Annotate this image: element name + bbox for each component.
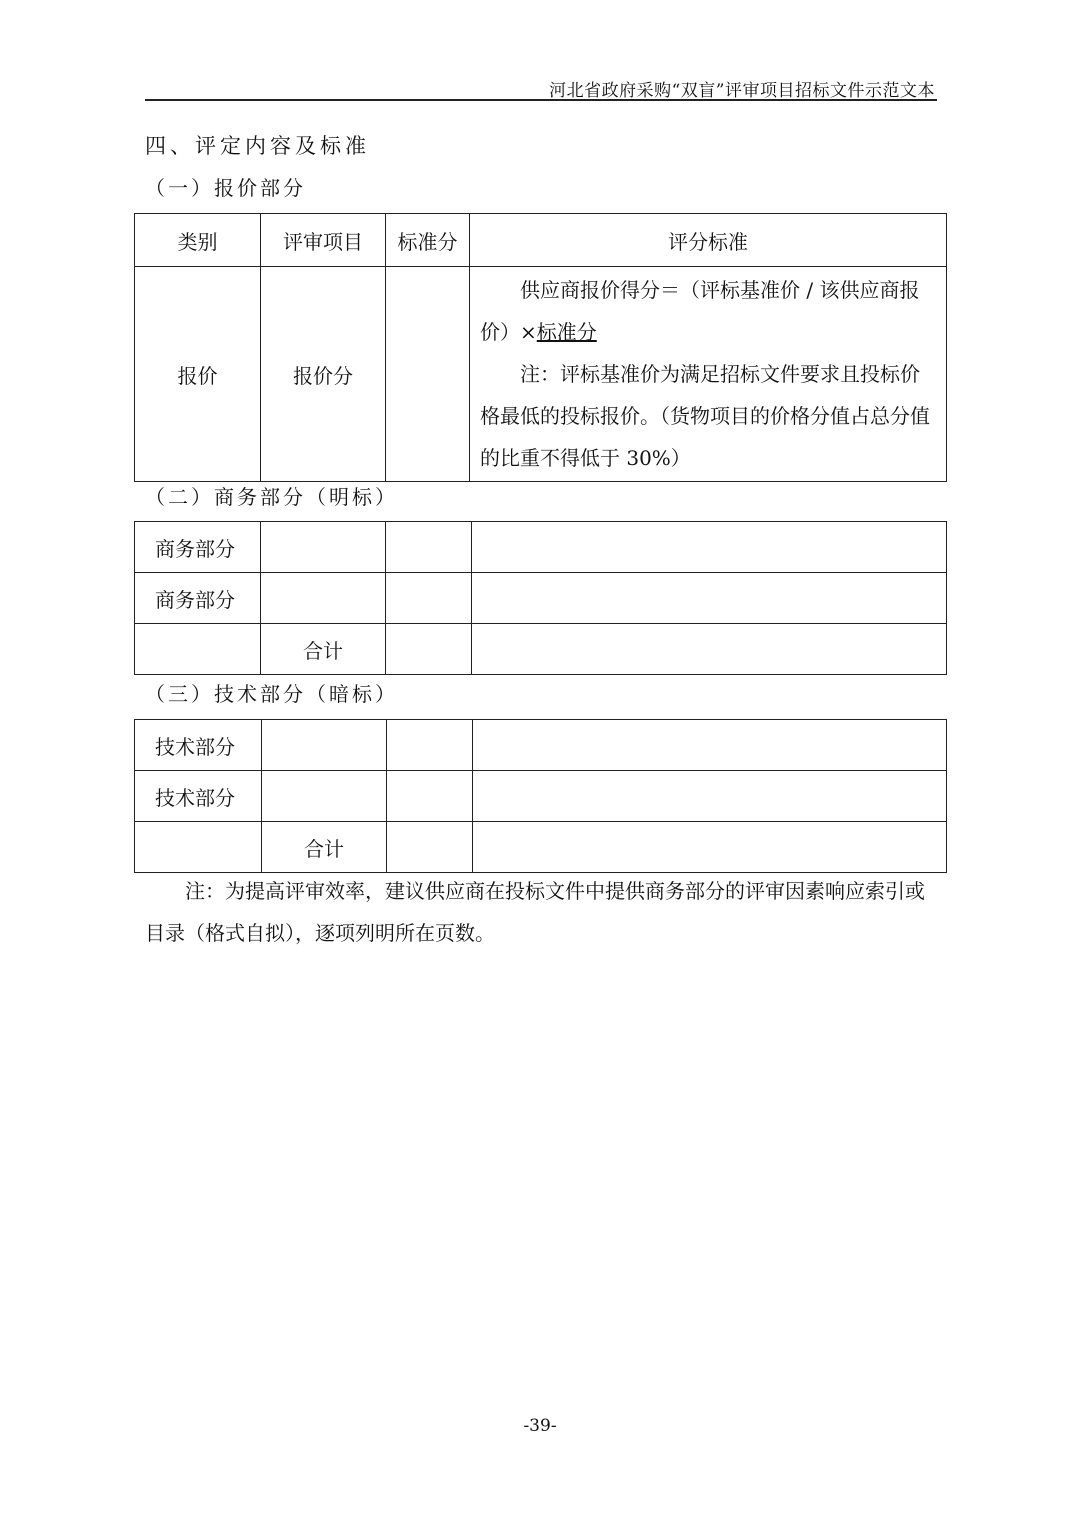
table-cell [472,522,947,573]
table-cell [262,720,387,771]
header-divider [145,99,937,101]
table-cell [135,822,262,873]
table-row [135,267,947,482]
table-cell [473,720,947,771]
price-formula [480,269,936,353]
table-cell [387,822,473,873]
table-cell [386,624,472,675]
business-part-heading: （二）商务部分（明标） [145,485,398,509]
table-row [135,522,947,573]
page-number: -39- [523,1416,557,1436]
table-cell [262,771,387,822]
table-cell [261,573,386,624]
table-row [135,771,947,822]
table-cell [473,771,947,822]
table-cell [261,522,386,573]
standard-score-underlined: 标准分 [536,320,597,344]
document-header-title: 河北省政府采购“双盲”评审项目招标文件示范文本 [549,81,935,101]
technical-cell: 技术部分 [135,771,262,822]
table-row [135,624,947,675]
formula-text: 供应商报价得分＝（评标基准价 / 该供应商报价）× [480,278,920,344]
business-scoring-table [134,521,947,675]
column-header-criteria: 评分标准 [470,214,947,267]
footnote [145,870,937,954]
price-part-heading: （一）报价部分 [145,176,306,200]
business-cell: 商务部分 [135,573,261,624]
column-header-category: 类别 [135,214,261,267]
table-cell [135,624,261,675]
table-cell [387,720,473,771]
section-title: 四、评定内容及标准 [145,134,370,158]
business-cell: 商务部分 [135,522,261,573]
table-cell [386,573,472,624]
column-header-score: 标准分 [386,214,470,267]
footnote-text: 注：为提高评审效率，建议供应商在投标文件中提供商务部分的评审因素响应索引或目录（格式自拟），逐项列明所在页数。 [145,879,925,945]
category-cell: 报价 [135,267,261,482]
table-cell [387,771,473,822]
price-scoring-table [134,213,947,482]
total-cell: 合计 [261,624,386,675]
table-cell [473,822,947,873]
technical-cell: 技术部分 [135,720,262,771]
table-row [135,720,947,771]
total-cell: 合计 [262,822,387,873]
table-row [135,573,947,624]
table-header-row [135,214,947,267]
criteria-note: 注：评标基准价为满足招标文件要求且投标价格最低的投标报价。（货物项目的价格分值占总分值的比重不得低于 30%） [480,362,930,470]
table-cell [472,573,947,624]
table-cell [386,522,472,573]
technical-scoring-table [134,719,947,873]
table-row [135,822,947,873]
column-header-item: 评审项目 [261,214,386,267]
score-cell [386,267,470,482]
table-cell [472,624,947,675]
technical-part-heading: （三）技术部分（暗标） [145,682,398,706]
criteria-cell [470,267,947,482]
item-cell: 报价分 [261,267,386,482]
